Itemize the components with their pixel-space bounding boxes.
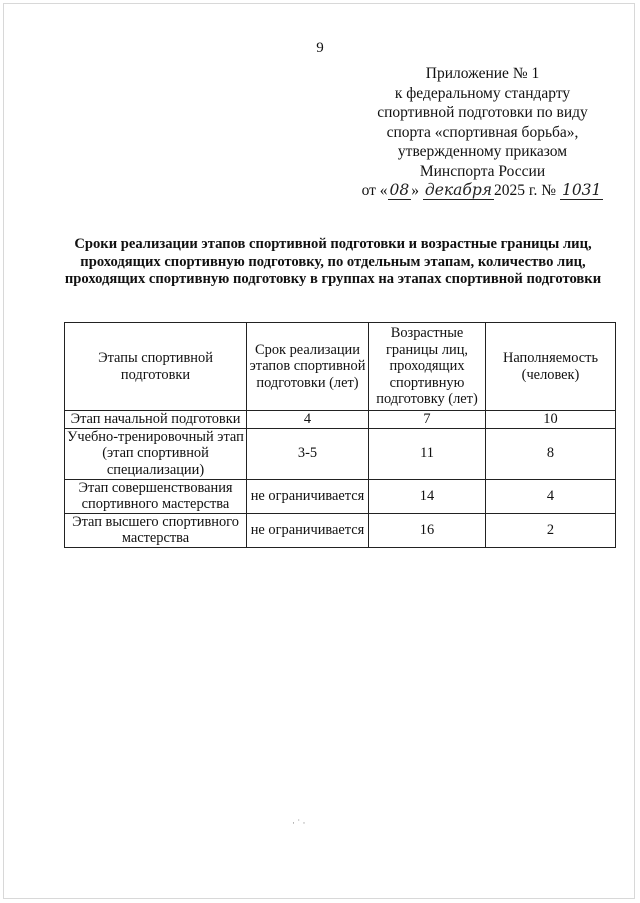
table-cell: Этап совершенствования спортивного мастерства — [65, 479, 247, 513]
table-cell: 8 — [486, 428, 616, 479]
table-row — [65, 411, 616, 429]
table-cell: 7 — [369, 411, 486, 429]
table-row — [65, 513, 616, 547]
table-cell: 4 — [486, 479, 616, 513]
table-cell: 16 — [369, 513, 486, 547]
table-row — [65, 428, 616, 479]
appendix-line: Приложение № 1 — [425, 65, 540, 82]
scan-specks: · ˙ · — [292, 818, 306, 828]
table-cell: 14 — [369, 479, 486, 513]
table-cell: не ограничивается — [247, 513, 369, 547]
order-number: 1031 — [561, 181, 602, 199]
table-cell: Этап начальной подготовки — [65, 411, 247, 429]
table-cell: Учебно-тренировочный этап (этап спортивной специализации) — [65, 428, 247, 479]
order-prefix: от « — [361, 182, 388, 199]
appendix-line: спорта «спортивная борьба», — [386, 123, 579, 141]
stages-table — [64, 322, 616, 548]
order-line — [360, 181, 605, 201]
table-cell: 2 — [486, 513, 616, 547]
page-number: 9 — [316, 40, 324, 56]
table-cell: 10 — [486, 411, 616, 429]
table-cell: Этап высшего спортивного мастерства — [65, 513, 247, 547]
order-month: декабря — [424, 181, 493, 199]
table-cell: 3-5 — [247, 428, 369, 479]
appendix-line: к федеральному стандарту — [394, 84, 571, 102]
table-cell: не ограничивается — [247, 479, 369, 513]
header-cell: Этапы спортивной подготовки — [65, 323, 247, 411]
appendix-block — [360, 64, 605, 201]
document-title: Сроки реализации этапов спортивной подготовки и возрастные границы лиц, проходящих спортивную подготовку, по отдельным этапам, количество лиц, проходящих спортивную подготовку в группах на этапах спортивной подготовки — [64, 236, 602, 287]
table-header-row — [65, 323, 616, 411]
header-cell: Наполняемость (человек) — [486, 323, 616, 411]
table-cell: 11 — [369, 428, 486, 479]
order-mid: » — [411, 182, 423, 199]
appendix-line: Минспорта России — [419, 162, 546, 180]
table-cell: 4 — [247, 411, 369, 429]
order-day: 08 — [389, 181, 410, 199]
header-cell: Возрастные границы лиц, проходящих спортивную подготовку (лет) — [369, 323, 486, 411]
header-cell: Срок реализации этапов спортивной подготовки (лет) — [247, 323, 369, 411]
order-year: 2025 г. № — [494, 182, 557, 199]
table-row — [65, 479, 616, 513]
appendix-line: утвержденному приказом — [397, 143, 568, 160]
appendix-line: спортивной подготовки по виду — [377, 104, 588, 121]
